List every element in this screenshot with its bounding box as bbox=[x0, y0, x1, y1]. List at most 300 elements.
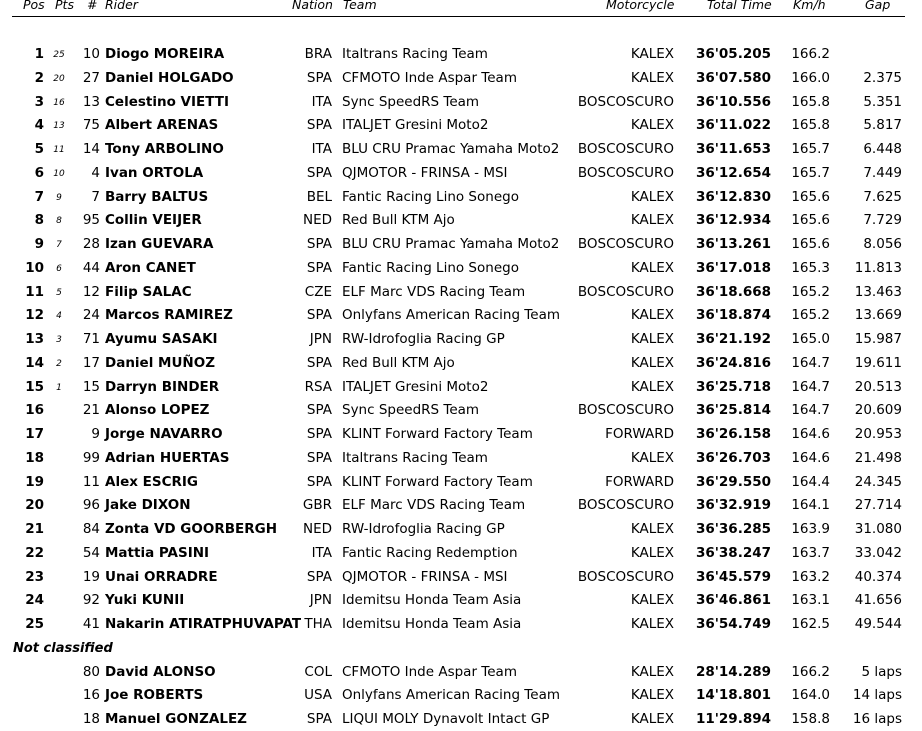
rider-number: 17 bbox=[82, 354, 100, 371]
motorcycle: FORWARD bbox=[605, 426, 674, 442]
nation: NED bbox=[302, 212, 332, 229]
total-time: 36'24.816 bbox=[695, 354, 771, 371]
team-name: ITALJET Gresini Moto2 bbox=[342, 378, 489, 395]
nation: USA bbox=[304, 687, 332, 704]
position: 5 bbox=[34, 141, 44, 157]
team-name: KLINT Forward Factory Team bbox=[342, 426, 533, 442]
nation: SPA bbox=[306, 164, 332, 181]
total-time: 14'18.801 bbox=[695, 687, 771, 704]
total-time: 36'21.192 bbox=[695, 331, 771, 347]
table-row bbox=[0, 616, 922, 636]
gap: 20.513 bbox=[854, 378, 902, 395]
points: 25 bbox=[53, 50, 65, 60]
rider-name: Ivan ORTOLA bbox=[105, 164, 204, 181]
table-row bbox=[0, 545, 922, 565]
position: 10 bbox=[25, 259, 44, 276]
speed-kmh: 165.7 bbox=[791, 141, 830, 157]
total-time: 28'14.289 bbox=[695, 663, 771, 680]
speed-kmh: 163.9 bbox=[791, 521, 830, 537]
table-row bbox=[0, 284, 922, 304]
rider-name: Izan GUEVARA bbox=[105, 236, 214, 252]
rider-number: 99 bbox=[82, 449, 100, 466]
team-name: Red Bull KTM Ajo bbox=[342, 212, 455, 229]
motorcycle: FORWARD bbox=[605, 473, 674, 490]
position: 4 bbox=[34, 117, 44, 134]
points: 4 bbox=[56, 311, 62, 322]
gap: 15.987 bbox=[854, 331, 902, 347]
speed-kmh: 164.4 bbox=[791, 473, 830, 490]
nation: SPA bbox=[306, 711, 332, 727]
rider-number: 71 bbox=[82, 331, 100, 347]
nation: COL bbox=[304, 663, 332, 680]
speed-kmh: 162.5 bbox=[791, 616, 830, 632]
table-row bbox=[0, 117, 922, 137]
rider-name: Filip SALAC bbox=[105, 283, 192, 300]
speed-kmh: 164.0 bbox=[791, 687, 830, 704]
nation: SPA bbox=[306, 568, 332, 585]
position: 22 bbox=[25, 544, 44, 561]
total-time: 36'17.018 bbox=[695, 259, 771, 276]
gap: 20.609 bbox=[854, 402, 902, 419]
position: 15 bbox=[25, 378, 44, 395]
points: 9 bbox=[56, 192, 62, 203]
gap: 31.080 bbox=[854, 521, 902, 537]
nation: THA bbox=[304, 616, 332, 632]
motorcycle: KALEX bbox=[630, 259, 674, 276]
gap: 19.611 bbox=[854, 354, 902, 371]
total-time: 11'29.894 bbox=[695, 711, 771, 727]
table-row bbox=[0, 212, 922, 232]
rider-name: Daniel MUÑOZ bbox=[105, 354, 215, 371]
rider-number: 14 bbox=[82, 141, 100, 157]
motorcycle: KALEX bbox=[630, 544, 674, 561]
total-time: 36'12.830 bbox=[695, 188, 771, 205]
team-name: CFMOTO Inde Aspar Team bbox=[342, 663, 517, 680]
gap: 49.544 bbox=[854, 616, 902, 632]
table-row bbox=[0, 379, 922, 399]
position: 2 bbox=[34, 69, 44, 86]
speed-kmh: 164.1 bbox=[791, 497, 830, 514]
nation: SPA bbox=[306, 236, 332, 252]
gap: 7.625 bbox=[863, 188, 902, 205]
position: 23 bbox=[25, 568, 44, 585]
table-row bbox=[0, 687, 922, 707]
table-row bbox=[0, 355, 922, 375]
motorcycle: BOSCOSCURO bbox=[577, 236, 674, 252]
motorcycle: KALEX bbox=[630, 307, 674, 324]
team-name: Onlyfans American Racing Team bbox=[342, 307, 560, 324]
motorcycle: KALEX bbox=[630, 616, 674, 632]
motorcycle: KALEX bbox=[630, 212, 674, 229]
header-kmh: Km/h bbox=[793, 0, 826, 12]
speed-kmh: 165.6 bbox=[791, 236, 830, 252]
table-row bbox=[0, 450, 922, 470]
header-pts: Pts bbox=[55, 0, 74, 12]
speed-kmh: 165.2 bbox=[791, 283, 830, 300]
rider-number: 19 bbox=[82, 568, 100, 585]
nation: SPA bbox=[306, 259, 332, 276]
position: 18 bbox=[25, 449, 44, 466]
table-row bbox=[0, 260, 922, 280]
motorcycle: KALEX bbox=[630, 687, 674, 704]
table-row bbox=[0, 402, 922, 422]
rider-name: Unai ORRADRE bbox=[105, 568, 218, 585]
nation: RSA bbox=[304, 378, 332, 395]
rider-name: Diogo MOREIRA bbox=[105, 46, 225, 62]
total-time: 36'05.205 bbox=[695, 46, 771, 62]
points: 8 bbox=[56, 216, 62, 227]
table-row bbox=[0, 664, 922, 684]
table-row bbox=[0, 497, 922, 517]
header-total-time: Total Time bbox=[707, 0, 772, 12]
nation: GBR bbox=[302, 497, 332, 514]
speed-kmh: 164.6 bbox=[791, 449, 830, 466]
team-name: RW-Idrofoglia Racing GP bbox=[342, 521, 505, 537]
table-row bbox=[0, 236, 922, 256]
total-time: 36'26.703 bbox=[695, 449, 771, 466]
table-row bbox=[0, 70, 922, 90]
rider-number: 27 bbox=[82, 69, 100, 86]
motorcycle: BOSCOSCURO bbox=[577, 568, 674, 585]
team-name: QJMOTOR - FRINSA - MSI bbox=[342, 568, 508, 585]
nation: SPA bbox=[306, 449, 332, 466]
team-name: BLU CRU Pramac Yamaha Moto2 bbox=[342, 236, 560, 252]
motorcycle: BOSCOSCURO bbox=[577, 402, 674, 419]
gap: 27.714 bbox=[854, 497, 902, 514]
points: 10 bbox=[53, 168, 65, 179]
total-time: 36'12.654 bbox=[695, 164, 771, 181]
speed-kmh: 163.7 bbox=[791, 544, 830, 561]
total-time: 36'38.247 bbox=[695, 544, 771, 561]
total-time: 36'11.022 bbox=[695, 117, 771, 134]
nation: SPA bbox=[306, 473, 332, 490]
motorcycle: KALEX bbox=[630, 117, 674, 134]
gap: 13.463 bbox=[854, 283, 902, 300]
position: 17 bbox=[25, 426, 44, 442]
rider-name: Aron CANET bbox=[105, 259, 196, 276]
motorcycle: KALEX bbox=[630, 188, 674, 205]
rider-number: 12 bbox=[82, 283, 100, 300]
gap: 5.351 bbox=[863, 93, 902, 110]
rider-name: Darryn BINDER bbox=[105, 378, 220, 395]
motorcycle: KALEX bbox=[630, 521, 674, 537]
total-time: 36'36.285 bbox=[695, 521, 771, 537]
table-row bbox=[0, 165, 922, 185]
speed-kmh: 163.2 bbox=[791, 568, 830, 585]
nation: SPA bbox=[306, 117, 332, 134]
speed-kmh: 165.2 bbox=[791, 307, 830, 324]
table-row bbox=[0, 331, 922, 351]
rider-number: 24 bbox=[82, 307, 100, 324]
nation: CZE bbox=[304, 283, 332, 300]
rider-number: 75 bbox=[82, 117, 100, 134]
rider-name: Daniel HOLGADO bbox=[105, 69, 234, 86]
speed-kmh: 164.7 bbox=[791, 378, 830, 395]
points: 16 bbox=[53, 97, 65, 108]
team-name: ELF Marc VDS Racing Team bbox=[342, 283, 526, 300]
not-classified-heading: Not classified bbox=[13, 641, 113, 656]
motorcycle: BOSCOSCURO bbox=[577, 141, 674, 157]
team-name: QJMOTOR - FRINSA - MSI bbox=[342, 164, 508, 181]
speed-kmh: 158.8 bbox=[791, 711, 830, 727]
total-time: 36'32.919 bbox=[695, 497, 771, 514]
position: 7 bbox=[34, 188, 44, 205]
speed-kmh: 165.7 bbox=[791, 164, 830, 181]
speed-kmh: 165.6 bbox=[791, 212, 830, 229]
position: 8 bbox=[34, 212, 44, 229]
motorcycle: KALEX bbox=[630, 354, 674, 371]
gap: 41.656 bbox=[854, 592, 902, 609]
motorcycle: KALEX bbox=[630, 331, 674, 347]
total-time: 36'11.653 bbox=[695, 141, 771, 157]
speed-kmh: 163.1 bbox=[791, 592, 830, 609]
rider-name: Nakarin ATIRATPHUVAPAT bbox=[105, 616, 302, 632]
total-time: 36'26.158 bbox=[695, 426, 771, 442]
rider-number: 9 bbox=[91, 426, 100, 442]
nation: SPA bbox=[306, 307, 332, 324]
team-name: KLINT Forward Factory Team bbox=[342, 473, 533, 490]
table-row bbox=[0, 307, 922, 327]
total-time: 36'54.749 bbox=[695, 616, 771, 632]
team-name: ITALJET Gresini Moto2 bbox=[342, 117, 489, 134]
rider-name: Manuel GONZALEZ bbox=[105, 711, 247, 727]
gap: 20.953 bbox=[854, 426, 902, 442]
header-nation: Nation bbox=[292, 0, 333, 12]
rider-name: Mattia PASINI bbox=[105, 544, 210, 561]
team-name: Fantic Racing Redemption bbox=[342, 544, 518, 561]
total-time: 36'18.668 bbox=[695, 283, 771, 300]
header-gap: Gap bbox=[865, 0, 891, 12]
total-time: 36'29.550 bbox=[695, 473, 771, 490]
motorcycle: KALEX bbox=[630, 69, 674, 86]
points: 2 bbox=[56, 358, 62, 369]
position: 12 bbox=[25, 307, 44, 324]
nation: SPA bbox=[306, 354, 332, 371]
table-row bbox=[0, 426, 922, 446]
nation: SPA bbox=[306, 402, 332, 419]
table-row bbox=[0, 189, 922, 209]
position: 14 bbox=[25, 354, 44, 371]
position: 1 bbox=[34, 46, 44, 62]
header-num: # bbox=[87, 0, 98, 12]
team-name: BLU CRU Pramac Yamaha Moto2 bbox=[342, 141, 560, 157]
rider-number: 18 bbox=[82, 711, 100, 727]
points: 3 bbox=[56, 335, 62, 345]
position: 24 bbox=[25, 592, 44, 609]
team-name: LIQUI MOLY Dynavolt Intact GP bbox=[342, 711, 550, 727]
rider-number: 95 bbox=[82, 212, 100, 229]
header-rider: Rider bbox=[105, 0, 138, 12]
nation: NED bbox=[302, 521, 332, 537]
rider-name: Marcos RAMIREZ bbox=[105, 307, 233, 324]
gap: 21.498 bbox=[854, 449, 902, 466]
team-name: Fantic Racing Lino Sonego bbox=[342, 259, 519, 276]
table-row bbox=[0, 474, 922, 494]
rider-number: 96 bbox=[82, 497, 100, 514]
rider-name: Adrian HUERTAS bbox=[105, 449, 230, 466]
nation: JPN bbox=[309, 592, 332, 609]
team-name: ELF Marc VDS Racing Team bbox=[342, 497, 526, 514]
total-time: 36'25.814 bbox=[695, 402, 771, 419]
rider-name: Collin VEIJER bbox=[105, 212, 202, 229]
header-motorcycle: Motorcycle bbox=[606, 0, 675, 12]
nation: BRA bbox=[304, 46, 332, 62]
rider-name: Alex ESCRIG bbox=[105, 473, 198, 490]
points: 6 bbox=[56, 263, 62, 274]
nation: ITA bbox=[311, 93, 332, 110]
team-name: Idemitsu Honda Team Asia bbox=[342, 592, 522, 609]
rider-number: 7 bbox=[91, 188, 100, 205]
gap: 24.345 bbox=[854, 473, 902, 490]
speed-kmh: 166.2 bbox=[791, 663, 830, 680]
rider-number: 44 bbox=[82, 259, 100, 276]
speed-kmh: 166.0 bbox=[791, 69, 830, 86]
header-pos: Pos bbox=[23, 0, 45, 12]
speed-kmh: 165.8 bbox=[791, 117, 830, 134]
rider-number: 92 bbox=[82, 592, 100, 609]
table-row bbox=[0, 569, 922, 589]
table-row bbox=[0, 46, 922, 66]
speed-kmh: 166.2 bbox=[791, 46, 830, 62]
rider-number: 11 bbox=[82, 473, 100, 490]
motorcycle: KALEX bbox=[630, 378, 674, 395]
gap: 5 laps bbox=[861, 663, 902, 680]
speed-kmh: 165.3 bbox=[791, 259, 830, 276]
position: 19 bbox=[25, 473, 44, 490]
speed-kmh: 165.6 bbox=[791, 188, 830, 205]
total-time: 36'18.874 bbox=[695, 307, 771, 324]
team-name: Sync SpeedRS Team bbox=[342, 402, 480, 419]
table-row bbox=[0, 592, 922, 612]
speed-kmh: 164.7 bbox=[791, 402, 830, 419]
rider-name: Barry BALTUS bbox=[105, 188, 209, 205]
gap: 13.669 bbox=[854, 307, 902, 324]
team-name: Onlyfans American Racing Team bbox=[342, 687, 560, 704]
points: 11 bbox=[53, 145, 65, 155]
rider-number: 54 bbox=[82, 544, 100, 561]
team-name: Red Bull KTM Ajo bbox=[342, 354, 455, 371]
gap: 8.056 bbox=[863, 236, 902, 252]
gap: 40.374 bbox=[854, 568, 902, 585]
position: 16 bbox=[25, 402, 44, 419]
motorcycle: BOSCOSCURO bbox=[577, 283, 674, 300]
rider-number: 13 bbox=[82, 93, 100, 110]
points: 1 bbox=[56, 382, 62, 393]
rider-name: Joe ROBERTS bbox=[105, 687, 204, 704]
motorcycle: BOSCOSCURO bbox=[577, 164, 674, 181]
position: 21 bbox=[25, 521, 44, 537]
speed-kmh: 164.7 bbox=[791, 354, 830, 371]
rider-number: 84 bbox=[82, 521, 100, 537]
team-name: Fantic Racing Lino Sonego bbox=[342, 188, 519, 205]
motorcycle: KALEX bbox=[630, 449, 674, 466]
rider-name: Yuki KUNII bbox=[105, 592, 185, 609]
rider-name: Ayumu SASAKI bbox=[105, 331, 218, 347]
total-time: 36'12.934 bbox=[695, 212, 771, 229]
motorcycle: KALEX bbox=[630, 592, 674, 609]
total-time: 36'46.861 bbox=[695, 592, 771, 609]
speed-kmh: 165.0 bbox=[791, 331, 830, 347]
team-name: Sync SpeedRS Team bbox=[342, 93, 480, 110]
team-name: CFMOTO Inde Aspar Team bbox=[342, 69, 517, 86]
table-row bbox=[0, 711, 922, 731]
rider-name: Zonta VD GOORBERGH bbox=[105, 521, 278, 537]
total-time: 36'10.556 bbox=[695, 93, 771, 110]
gap: 14 laps bbox=[852, 687, 902, 704]
motorcycle: BOSCOSCURO bbox=[577, 93, 674, 110]
team-name: RW-Idrofoglia Racing GP bbox=[342, 331, 505, 347]
rider-name: Jake DIXON bbox=[105, 497, 191, 514]
nation: SPA bbox=[306, 69, 332, 86]
rider-number: 15 bbox=[82, 378, 100, 395]
rider-number: 4 bbox=[91, 164, 100, 181]
points: 7 bbox=[56, 240, 62, 250]
position: 9 bbox=[34, 236, 44, 252]
speed-kmh: 164.6 bbox=[791, 426, 830, 442]
motorcycle: BOSCOSCURO bbox=[577, 497, 674, 514]
nation: SPA bbox=[306, 426, 332, 442]
speed-kmh: 165.8 bbox=[791, 93, 830, 110]
total-time: 36'25.718 bbox=[695, 378, 771, 395]
rider-name: Tony ARBOLINO bbox=[105, 141, 224, 157]
table-row bbox=[0, 94, 922, 114]
nation: ITA bbox=[311, 141, 332, 157]
table-row bbox=[0, 141, 922, 161]
rider-number: 41 bbox=[82, 616, 100, 632]
gap: 33.042 bbox=[854, 544, 902, 561]
rider-number: 28 bbox=[82, 236, 100, 252]
nation: BEL bbox=[306, 188, 332, 205]
rider-number: 80 bbox=[82, 663, 100, 680]
position: 6 bbox=[34, 164, 44, 181]
gap: 7.729 bbox=[863, 212, 902, 229]
table-row bbox=[0, 521, 922, 541]
motorcycle: KALEX bbox=[630, 663, 674, 680]
team-name: Italtrans Racing Team bbox=[342, 46, 488, 62]
position: 3 bbox=[34, 93, 44, 110]
rider-name: Jorge NAVARRO bbox=[105, 426, 223, 442]
rider-number: 10 bbox=[82, 46, 100, 62]
rider-number: 21 bbox=[82, 402, 100, 419]
gap: 6.448 bbox=[863, 141, 902, 157]
position: 13 bbox=[25, 331, 44, 347]
rider-name: Celestino VIETTI bbox=[105, 93, 229, 110]
nation: JPN bbox=[309, 331, 332, 347]
rider-name: David ALONSO bbox=[105, 663, 216, 680]
gap: 7.449 bbox=[863, 164, 902, 181]
position: 25 bbox=[25, 616, 44, 632]
position: 11 bbox=[25, 283, 44, 300]
gap: 2.375 bbox=[863, 69, 902, 86]
motorcycle: KALEX bbox=[630, 711, 674, 727]
position: 20 bbox=[25, 497, 44, 514]
team-name: Idemitsu Honda Team Asia bbox=[342, 616, 522, 632]
total-time: 36'13.261 bbox=[695, 236, 771, 252]
points: 13 bbox=[53, 121, 65, 132]
points: 5 bbox=[56, 287, 62, 298]
gap: 11.813 bbox=[854, 259, 902, 276]
nation: ITA bbox=[311, 544, 332, 561]
rider-name: Albert ARENAS bbox=[105, 117, 219, 134]
team-name: Italtrans Racing Team bbox=[342, 449, 488, 466]
header-team: Team bbox=[343, 0, 377, 12]
gap: 16 laps bbox=[852, 711, 902, 727]
total-time: 36'45.579 bbox=[695, 568, 771, 585]
rider-name: Alonso LOPEZ bbox=[105, 402, 210, 419]
points: 20 bbox=[53, 73, 65, 84]
rider-number: 16 bbox=[82, 687, 100, 704]
motorcycle: KALEX bbox=[630, 46, 674, 62]
